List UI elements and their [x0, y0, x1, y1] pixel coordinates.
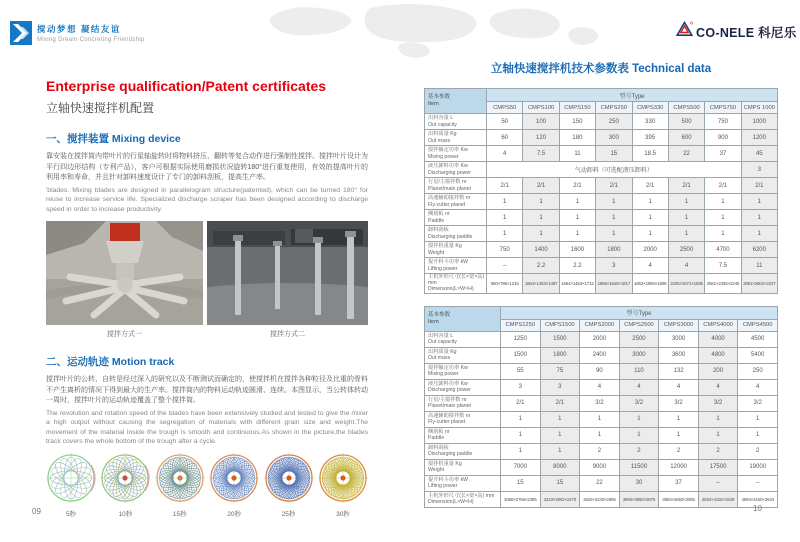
mixing-photos — [46, 221, 368, 325]
spec-value: 1 — [523, 226, 559, 242]
model-header: CMPS 1000 — [741, 102, 777, 114]
spec-value: 1856×1648×1817 — [596, 274, 632, 294]
spirograph-icon — [318, 453, 368, 503]
spec-value: 1862×1850×1895 — [632, 274, 668, 294]
model-header: CMPS100 — [523, 102, 559, 114]
technical-data-title: 立轴快速搅拌机技术参数表 Technical data — [490, 63, 712, 75]
track-diagram — [209, 453, 259, 518]
track-diagram — [318, 453, 368, 518]
spec-value: 50 — [487, 114, 523, 130]
spec-value: 11 — [741, 258, 777, 274]
spec-value: 8000 — [540, 459, 580, 475]
spec-value: 2.2 — [559, 258, 595, 274]
spec-value: 1 — [632, 194, 668, 210]
spec-value: 1 — [559, 194, 595, 210]
spec-value: 110 — [619, 363, 659, 379]
spec-value: 3600 — [659, 347, 699, 363]
spec-value: 330 — [632, 114, 668, 130]
spec-value: 11 — [559, 146, 595, 162]
row-label: 出料容量 L Out capacity — [425, 114, 487, 130]
row-label: 出料质量 Kg Out mass — [425, 130, 487, 146]
spec-value: 900 — [705, 130, 741, 146]
spec-value: 1600 — [559, 242, 595, 258]
row-label: 出料容量 L Out capacity — [425, 331, 501, 347]
spirograph-icon — [209, 453, 259, 503]
spec-value: 7.5 — [705, 258, 741, 274]
spec-value: – — [738, 475, 778, 491]
model-header: CMPS2000 — [580, 319, 620, 331]
spec-value: 1 — [619, 411, 659, 427]
spec-value: 3/2 — [659, 395, 699, 411]
row-label: 液压卸料功率 Kw Discharging power — [425, 379, 501, 395]
spec-value: 45 — [741, 146, 777, 162]
item-header: 基本参数 Item — [425, 89, 487, 114]
spec-value: 2/1 — [668, 178, 704, 194]
spec-value: 750 — [487, 242, 523, 258]
spec-value: 4 — [698, 379, 738, 395]
spec-value: 1 — [540, 427, 580, 443]
spec-value: 1 — [705, 194, 741, 210]
item-header: 基本参数 Item — [425, 306, 501, 331]
spec-value: 4 — [632, 258, 668, 274]
spec-value: 1 — [668, 194, 704, 210]
spec-value: 1 — [632, 210, 668, 226]
row-label: 行星/主搅拌数 nr Planet/main planet — [425, 395, 501, 411]
mixer-drum-photo — [207, 221, 368, 325]
spec-value: 2/1 — [741, 178, 777, 194]
spec-value: 4 — [738, 379, 778, 395]
spec-value: 1 — [523, 194, 559, 210]
row-label: 提升料斗功率 kW Lifting power — [425, 475, 501, 491]
spec-value: 3223×2902×2470 — [540, 491, 580, 507]
spec-value: 1 — [559, 226, 595, 242]
spec-value: 3/2 — [698, 395, 738, 411]
spec-value: 250 — [596, 114, 632, 130]
spec-value: 1 — [741, 210, 777, 226]
spec-value: 4594×4150×3634 — [738, 491, 778, 507]
spec-value: 2500 — [668, 242, 704, 258]
spirograph-icon — [155, 453, 205, 503]
row-label: 主机外形尺寸(长×宽×高) mm Dimension(L×W×H) — [425, 491, 501, 507]
world-map-background — [250, 0, 650, 58]
photo2-caption: 搅拌方式二 — [270, 331, 305, 339]
spec-value: 4 — [487, 146, 523, 162]
track-label: 20秒 — [227, 510, 242, 518]
brand-logo — [676, 21, 797, 41]
spirograph-icon — [264, 453, 314, 503]
row-label: 高速辅助搅拌数 nr Fly-cutter planet — [425, 411, 501, 427]
row-label: 液压卸料功率 Kw Discharging power — [425, 162, 487, 178]
spec-value: 37 — [659, 475, 699, 491]
row-label: 侧刮板 nr Paddle — [425, 427, 501, 443]
spec-value: 2 — [698, 443, 738, 459]
page-number-right: 10 — [753, 504, 762, 513]
spec-value: 2/1 — [487, 178, 523, 194]
spec-value: 395 — [632, 130, 668, 146]
spec-value: 1 — [596, 194, 632, 210]
spec-value: 1 — [487, 226, 523, 242]
spec-value: 4000 — [698, 331, 738, 347]
spec-value: 37 — [705, 146, 741, 162]
spec-value: 200 — [698, 363, 738, 379]
spec-value: 1 — [668, 226, 704, 242]
spec-value: 2581×2336×2245 — [705, 274, 741, 294]
spec-value: 1 — [619, 427, 659, 443]
spec-value: 3058×2756×2395 — [501, 491, 541, 507]
spec-value: 4700 — [705, 242, 741, 258]
track-label: 25秒 — [281, 510, 296, 518]
model-header: CMPS150 — [559, 102, 595, 114]
section1-heading: 一、搅拌装置 Mixing device — [46, 133, 181, 145]
spec-value: 6200 — [741, 242, 777, 258]
spec-value: 1 — [698, 427, 738, 443]
row-label: 出料质量 Kg Out mass — [425, 347, 501, 363]
spec-value: 3/2 — [619, 395, 659, 411]
spec-value: 600 — [668, 130, 704, 146]
spec-value: 3000 — [659, 331, 699, 347]
spec-value: 4800 — [698, 347, 738, 363]
spirograph-icon — [100, 453, 150, 503]
row-label: 主机外形尺寸(长×宽×高) mm Dimension(L×W×H) — [425, 274, 487, 294]
spec-value: 3 — [540, 379, 580, 395]
spec-value: 15 — [596, 146, 632, 162]
spec-value: 132 — [659, 363, 699, 379]
right-page — [424, 60, 778, 508]
spec-value: 2/1 — [559, 178, 595, 194]
spec-value: 1 — [501, 443, 541, 459]
chevron-logo-icon — [10, 21, 32, 45]
spec-value: – — [698, 475, 738, 491]
spec-value: 18.5 — [632, 146, 668, 162]
spec-value: 3625×3230×2695 — [580, 491, 620, 507]
spec-value: 2/1 — [523, 178, 559, 194]
left-page — [46, 78, 368, 518]
spec-value: 12000 — [659, 459, 699, 475]
slogan-en: Mixing Dream Concreting Friendship — [37, 37, 145, 43]
spec-value: 2891×2602×2237 — [741, 274, 777, 294]
page-header — [0, 0, 800, 58]
spec-value: 11500 — [619, 459, 659, 475]
spec-value: 2.2 — [523, 258, 559, 274]
row-label: 卸料刮板 Discharging paddle — [425, 443, 501, 459]
spec-value: 2/1 — [596, 178, 632, 194]
spec-value: 30 — [619, 475, 659, 491]
track-diagram — [155, 453, 205, 518]
type-header: 型号Type — [487, 89, 778, 102]
spec-value: 90 — [580, 363, 620, 379]
spec-value: 17500 — [698, 459, 738, 475]
spec-value: 2 — [580, 443, 620, 459]
spec-value: 1500 — [540, 331, 580, 347]
spec-value: 750 — [705, 114, 741, 130]
mixing-photo-2 — [207, 221, 368, 325]
spec-value: 1 — [487, 210, 523, 226]
spec-value: 1 — [705, 226, 741, 242]
spec-value: 4500 — [738, 331, 778, 347]
spec-value: 1 — [501, 411, 541, 427]
spec-value: 1 — [705, 210, 741, 226]
spec-value: 2500 — [619, 331, 659, 347]
spec-value: 气动卸料（可选配液压卸料） — [487, 162, 742, 178]
spec-value: 60 — [487, 130, 523, 146]
spec-value: 1 — [596, 210, 632, 226]
track-diagram — [46, 453, 96, 518]
row-label: 高速辅助搅拌数 nr Fly-cutter planet — [425, 194, 487, 210]
spec-value: 1 — [501, 427, 541, 443]
spec-value: 75 — [540, 363, 580, 379]
page-number-left: 09 — [32, 507, 41, 516]
spec-value: 100 — [523, 114, 559, 130]
spec-value: 1250 — [501, 331, 541, 347]
section2-body-en: The revolution and rotation speed of the blades have been extensively studied and tested to give the mixer a high output without causing the segregation of materials with different grain size and weight.The movement of the material inside the trough is smooth and continuous.As shown in the picture,the blades track covers the whole bottom of the trough after a cycle. — [46, 409, 368, 446]
spec-value: 1000 — [741, 114, 777, 130]
spec-value: 3/2 — [738, 395, 778, 411]
row-label: 侧刮板 nr Paddle — [425, 210, 487, 226]
company-logo — [10, 21, 32, 50]
model-header: CMPS3000 — [659, 319, 699, 331]
spec-table-2 — [424, 306, 778, 508]
spec-value: 1 — [559, 210, 595, 226]
spec-value: 1 — [540, 443, 580, 459]
spec-value: 950×786×1215 — [487, 274, 523, 294]
spec-value: 4 — [619, 379, 659, 395]
spec-value: 2/1 — [501, 395, 541, 411]
spec-value: 1 — [741, 226, 777, 242]
model-header: CMPS250 — [596, 102, 632, 114]
section1-body-en: 'blades. Mixing blades are designed in parallelogram structure(patented), which can be turned 180° for reuse to increase service life. Specialized discharge scraper has been designed according to discharge speed in order to increase productivity. — [46, 186, 368, 213]
model-header: CMPS500 — [668, 102, 704, 114]
spec-value: 150 — [559, 114, 595, 130]
spec-value: 55 — [501, 363, 541, 379]
row-label: 提升料斗功率 kW Lifting power — [425, 258, 487, 274]
spec-value: 1500 — [501, 347, 541, 363]
spec-value: 1 — [738, 411, 778, 427]
photo1-caption: 搅拌方式一 — [107, 331, 142, 339]
mixer-blades-photo — [46, 221, 203, 325]
section2-body-zh: 搅拌叶片的公转、自转是经过深入的研究以及不断测试而确定的，使搅拌机在搅拌各种粒径及比重的骨料不产生离析的情况下得到最大的生产率。搅拌筒内的物料运动轨迹圆滑、连续。本图显示，当公转体转动一周时，搅拌叶片的运动轨迹覆盖了整个搅拌筒。 — [46, 376, 368, 405]
spec-value: 9000 — [580, 459, 620, 475]
mixing-photo-1 — [46, 221, 203, 325]
row-label: 卸料刮板 Discharging paddle — [425, 226, 487, 242]
spec-value: 1 — [659, 427, 699, 443]
row-label: 行星/主搅拌数 nr Planet/main planet — [425, 178, 487, 194]
track-diagram — [100, 453, 150, 518]
model-header: CMPS2500 — [619, 319, 659, 331]
spec-value: 1 — [580, 411, 620, 427]
blade-track-diagrams — [46, 453, 368, 518]
track-label: 10秒 — [118, 510, 133, 518]
spec-value: 1400 — [523, 242, 559, 258]
spec-value: 3 — [501, 379, 541, 395]
spec-value: 500 — [668, 114, 704, 130]
spec-value: 3 — [741, 162, 777, 178]
spec-value: 1 — [698, 411, 738, 427]
spec-value: 1800 — [596, 242, 632, 258]
slogan — [37, 23, 145, 43]
spec-value: 5400 — [738, 347, 778, 363]
model-header: CMPS4000 — [698, 319, 738, 331]
track-label: 30秒 — [336, 510, 350, 518]
model-header: CMPS330 — [632, 102, 668, 114]
track-label: 15秒 — [172, 510, 187, 518]
spec-value: 2000 — [580, 331, 620, 347]
spec-value: 22 — [580, 475, 620, 491]
spec-value: 22 — [668, 146, 704, 162]
spec-value: 4 — [580, 379, 620, 395]
spec-value: – — [487, 258, 523, 274]
spec-value: 2235×2071×1935 — [668, 274, 704, 294]
spec-value: 2/1 — [540, 395, 580, 411]
spec-value: 1800 — [540, 347, 580, 363]
spec-value: 3/2 — [580, 395, 620, 411]
spec-value: 2400 — [580, 347, 620, 363]
spec-value: 300 — [596, 130, 632, 146]
spec-value: 1 — [738, 427, 778, 443]
row-label: 搅拌机重量 Kg Weight — [425, 459, 501, 475]
spec-value: 15 — [501, 475, 541, 491]
spec-table-1 — [424, 88, 778, 294]
spec-value: 19000 — [738, 459, 778, 475]
spec-value: 2 — [659, 443, 699, 459]
spec-value: 1 — [580, 427, 620, 443]
page-title-en: Enterprise qualification/Patent certificates — [46, 78, 327, 94]
model-header: CMPS1500 — [540, 319, 580, 331]
co-nele-triangle-icon — [676, 21, 693, 37]
spirograph-icon — [46, 453, 96, 503]
spec-value: 3 — [596, 258, 632, 274]
row-label: 搅拌额定功率 Kw Mixing power — [425, 146, 487, 162]
type-header: 型号Type — [501, 306, 778, 319]
spec-value: 7.5 — [523, 146, 559, 162]
spec-value: 120 — [523, 130, 559, 146]
spec-value: 2 — [619, 443, 659, 459]
photo-captions — [46, 325, 368, 339]
row-label: 搅拌额定功率 Kw Mixing power — [425, 363, 501, 379]
spec-value: 1 — [540, 411, 580, 427]
spec-value: 1664×1453×1487 — [523, 274, 559, 294]
spec-value: 4594×4150×3249 — [698, 491, 738, 507]
spec-value: 1 — [487, 194, 523, 210]
spec-value: 1 — [632, 226, 668, 242]
spec-value: 3000 — [619, 347, 659, 363]
spec-value: 3893×3550×3085 — [659, 491, 699, 507]
spec-value: 2 — [738, 443, 778, 459]
spec-value: 1 — [596, 226, 632, 242]
section2-heading: 二、运动轨迹 Motion track — [46, 356, 175, 369]
spec-value: 4 — [668, 258, 704, 274]
spec-value: 250 — [738, 363, 778, 379]
spec-value: 1664×1453×1712 — [559, 274, 595, 294]
spec-value: 4 — [659, 379, 699, 395]
spec-value: 1 — [741, 194, 777, 210]
section1-body-zh: 靠安装在搅拌筒内带叶片的行星轴旋转时将物料挤压、翻转等复合动作进行强制性搅拌。搅拌叶片设计为平行四边形结构（专利产品），客户可根据实际使用磨损状况旋转180°进行重复使用，有效的提高叶片的利用率和寿命，并且针对卸料速度设计了专门的卸料刮板，提高生产率。 — [46, 153, 368, 181]
spec-value: 1 — [668, 210, 704, 226]
spec-value: 1 — [523, 210, 559, 226]
spec-value: 15 — [540, 475, 580, 491]
page-title-zh: 立轴快速搅拌机配置 — [46, 101, 155, 115]
model-header: CMPS50 — [487, 102, 523, 114]
spec-value: 2/1 — [705, 178, 741, 194]
spec-value: 7000 — [501, 459, 541, 475]
spec-value: 1200 — [741, 130, 777, 146]
spec-value: 2/1 — [632, 178, 668, 194]
track-label: 5秒 — [65, 510, 77, 518]
model-header: CMPS750 — [705, 102, 741, 114]
model-header: CMPS1250 — [501, 319, 541, 331]
slogan-zh: 搅动梦想 凝结友谊 — [37, 24, 121, 34]
row-label: 搅拌机重量 Kg Weight — [425, 242, 487, 258]
spec-value: 1 — [659, 411, 699, 427]
spec-value: 2000 — [632, 242, 668, 258]
spec-value: 180 — [559, 130, 595, 146]
brand-name: CO-NELE 科尼乐 — [696, 26, 797, 40]
model-header: CMPS4500 — [738, 319, 778, 331]
spec-value: 3893×3550×2875 — [619, 491, 659, 507]
track-diagram — [264, 453, 314, 518]
